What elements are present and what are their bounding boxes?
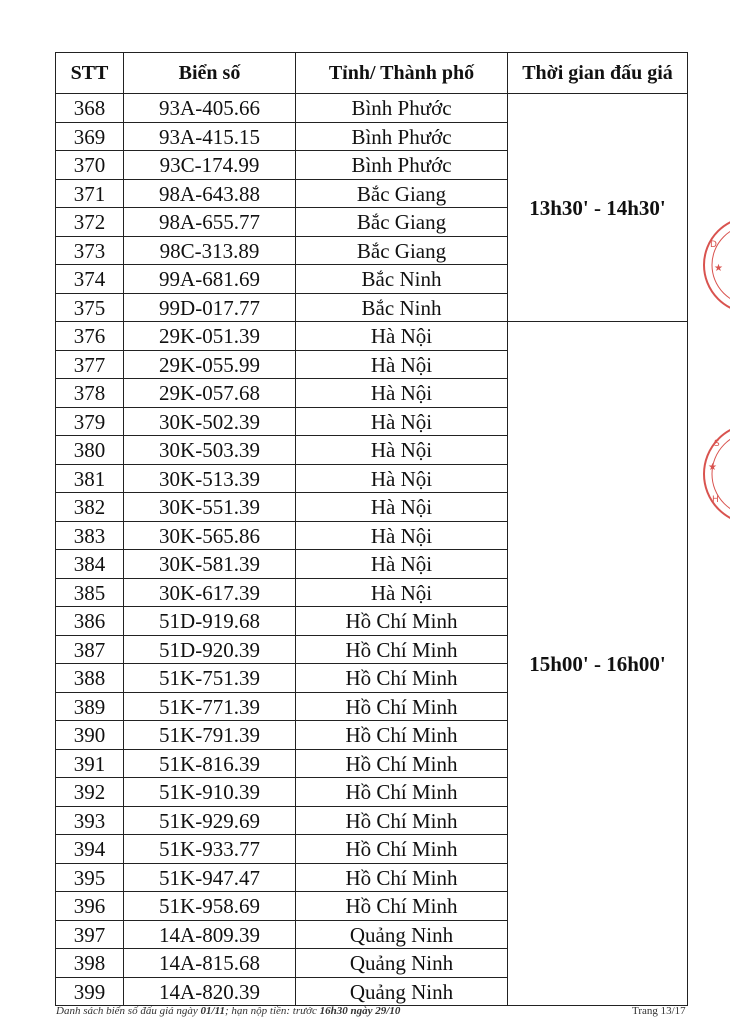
row-province: Bắc Giang <box>296 180 508 208</box>
row-province: Hồ Chí Minh <box>296 607 508 636</box>
row-stt: 398 <box>56 949 124 978</box>
row-plate: 51K-947.47 <box>124 864 296 892</box>
row-plate: 30K-502.39 <box>124 408 296 436</box>
row-stt: 394 <box>56 835 124 864</box>
svg-text:★: ★ <box>708 462 717 473</box>
row-plate: 93A-415.15 <box>124 123 296 151</box>
row-stt: 395 <box>56 864 124 892</box>
row-stt: 371 <box>56 180 124 208</box>
header-auction-time: Thời gian đấu giá <box>508 53 688 94</box>
row-plate: 14A-820.39 <box>124 978 296 1006</box>
row-province: Bình Phước <box>296 123 508 151</box>
row-stt: 369 <box>56 123 124 151</box>
row-province: Quảng Ninh <box>296 949 508 978</box>
row-stt: 384 <box>56 550 124 579</box>
auction-time-cell: 15h00' - 16h00' <box>508 322 688 1006</box>
row-province: Hà Nội <box>296 550 508 579</box>
svg-text:D: D <box>710 240 717 250</box>
row-plate: 30K-503.39 <box>124 436 296 465</box>
row-province: Bắc Ninh <box>296 265 508 294</box>
footer-text-a: Danh sách biển số đấu giá ngày <box>56 1005 201 1017</box>
row-province: Hà Nội <box>296 465 508 493</box>
row-plate: 51K-933.77 <box>124 835 296 864</box>
row-province: Bắc Ninh <box>296 294 508 322</box>
row-stt: 373 <box>56 237 124 265</box>
row-province: Bình Phước <box>296 94 508 123</box>
page-number: Trang 13/17 <box>632 1005 686 1017</box>
row-province: Hồ Chí Minh <box>296 721 508 750</box>
row-plate: 51K-958.69 <box>124 892 296 921</box>
row-province: Hồ Chí Minh <box>296 864 508 892</box>
row-stt: 372 <box>56 208 124 237</box>
red-seal-stamp-bottom <box>698 418 730 530</box>
table-row <box>56 94 688 123</box>
row-plate: 30K-513.39 <box>124 465 296 493</box>
row-province: Quảng Ninh <box>296 921 508 949</box>
row-stt: 389 <box>56 693 124 721</box>
row-stt: 393 <box>56 807 124 835</box>
row-plate: 29K-051.39 <box>124 322 296 351</box>
svg-text:H: H <box>712 495 719 505</box>
row-province: Hồ Chí Minh <box>296 807 508 835</box>
row-province: Hà Nội <box>296 436 508 465</box>
row-stt: 382 <box>56 493 124 522</box>
row-plate: 51K-771.39 <box>124 693 296 721</box>
row-plate: 99A-681.69 <box>124 265 296 294</box>
row-plate: 93C-174.99 <box>124 151 296 180</box>
row-stt: 392 <box>56 778 124 807</box>
row-stt: 379 <box>56 408 124 436</box>
row-stt: 387 <box>56 636 124 664</box>
header-plate: Biển số <box>124 53 296 94</box>
row-province: Hà Nội <box>296 493 508 522</box>
row-plate: 93A-405.66 <box>124 94 296 123</box>
row-plate: 98A-643.88 <box>124 180 296 208</box>
row-province: Hồ Chí Minh <box>296 664 508 693</box>
row-province: Bắc Giang <box>296 237 508 265</box>
svg-text:★: ★ <box>714 263 723 274</box>
row-province: Bình Phước <box>296 151 508 180</box>
row-plate: 51K-791.39 <box>124 721 296 750</box>
row-plate: 98A-655.77 <box>124 208 296 237</box>
row-stt: 370 <box>56 151 124 180</box>
row-stt: 386 <box>56 607 124 636</box>
row-province: Hồ Chí Minh <box>296 750 508 778</box>
row-stt: 388 <box>56 664 124 693</box>
row-stt: 385 <box>56 579 124 607</box>
table-row <box>56 322 688 351</box>
row-plate: 14A-809.39 <box>124 921 296 949</box>
row-province: Hà Nội <box>296 408 508 436</box>
row-stt: 397 <box>56 921 124 949</box>
header-stt: STT <box>56 53 124 94</box>
row-province: Hồ Chí Minh <box>296 892 508 921</box>
row-stt: 375 <box>56 294 124 322</box>
row-province: Hồ Chí Minh <box>296 778 508 807</box>
plates-table <box>55 52 688 1006</box>
row-province: Hồ Chí Minh <box>296 693 508 721</box>
row-stt: 390 <box>56 721 124 750</box>
row-plate: 29K-057.68 <box>124 379 296 408</box>
row-plate: 51D-919.68 <box>124 607 296 636</box>
row-plate: 51K-929.69 <box>124 807 296 835</box>
footer-note <box>56 1005 400 1017</box>
row-plate: 51K-816.39 <box>124 750 296 778</box>
row-plate: 30K-617.39 <box>124 579 296 607</box>
row-plate: 30K-551.39 <box>124 493 296 522</box>
table-body <box>56 94 688 1006</box>
row-stt: 381 <box>56 465 124 493</box>
row-plate: 14A-815.68 <box>124 949 296 978</box>
row-province: Hà Nội <box>296 522 508 550</box>
svg-text:S: S <box>714 439 720 449</box>
row-stt: 399 <box>56 978 124 1006</box>
row-plate: 30K-565.86 <box>124 522 296 550</box>
row-stt: 391 <box>56 750 124 778</box>
row-plate: 29K-055.99 <box>124 351 296 379</box>
row-province: Hà Nội <box>296 351 508 379</box>
row-plate: 30K-581.39 <box>124 550 296 579</box>
row-stt: 368 <box>56 94 124 123</box>
footer-auction-date: 01/11 <box>200 1005 225 1017</box>
row-plate: 99D-017.77 <box>124 294 296 322</box>
table-header-row <box>56 53 688 94</box>
row-plate: 51K-751.39 <box>124 664 296 693</box>
footer-payment-deadline: 16h30 ngày 29/10 <box>319 1005 401 1017</box>
row-province: Quảng Ninh <box>296 978 508 1006</box>
row-plate: 98C-313.89 <box>124 237 296 265</box>
row-province: Hà Nội <box>296 379 508 408</box>
footer-text-b: ; hạn nộp tiền: trước <box>224 1005 320 1017</box>
row-stt: 377 <box>56 351 124 379</box>
row-stt: 380 <box>56 436 124 465</box>
row-stt: 396 <box>56 892 124 921</box>
row-stt: 378 <box>56 379 124 408</box>
row-stt: 374 <box>56 265 124 294</box>
row-province: Hà Nội <box>296 579 508 607</box>
row-stt: 376 <box>56 322 124 351</box>
row-plate: 51K-910.39 <box>124 778 296 807</box>
row-province: Bắc Giang <box>296 208 508 237</box>
row-province: Hồ Chí Minh <box>296 835 508 864</box>
row-province: Hồ Chí Minh <box>296 636 508 664</box>
red-seal-stamp-top <box>700 205 730 325</box>
row-stt: 383 <box>56 522 124 550</box>
row-province: Hà Nội <box>296 322 508 351</box>
header-province: Tỉnh/ Thành phố <box>296 53 508 94</box>
auction-time-cell: 13h30' - 14h30' <box>508 94 688 322</box>
row-plate: 51D-920.39 <box>124 636 296 664</box>
